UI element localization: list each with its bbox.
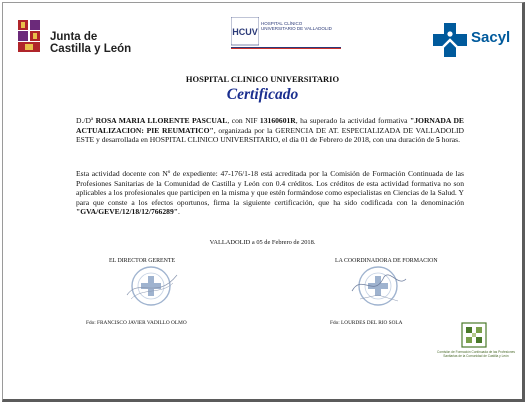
p1-text-d: , organizada por la GERENCIA DE AT. ESPECIALIZADA DE VALLADOLID ESTE y desarrollada en HOSPITAL CLINICO UNIVERSITARIO, el día 01 de Febrero de 2018, con una duración de bbox=[76, 125, 464, 145]
director-title: EL DIRECTOR GERENTE bbox=[109, 258, 176, 264]
certificate-page bbox=[2, 2, 525, 402]
p2-text-a: Esta actividad docente con Nº de expediente: 47-176/1-18 está acreditada por la Comisión de Formación Continuada de las Profesiones Sanitarias de la Comunidad de Castilla y León con 0.4 créditos. Los créditos de esta actividad formativa no son aplicables a los profesionales que participen en la misma y que estén formándose como especialistas en Ciencias de la Salud. Y para que conste a los efectos oportunos, firma la siguiente certificación, que ha sido codificada con la denominación bbox=[76, 169, 464, 207]
certificate-paragraph-2 bbox=[76, 169, 464, 217]
hcuv-text bbox=[261, 21, 332, 31]
recipient-name: ROSA MARIA LLORENTE PASCUAL bbox=[95, 116, 228, 125]
certification-code: "GVA/GEVE/12/18/12/766289" bbox=[76, 207, 178, 217]
certificate-paragraph-1 bbox=[76, 116, 464, 145]
hcuv-line-1: HOSPITAL CLÍNICO bbox=[261, 21, 303, 26]
sacyl-logo bbox=[431, 21, 523, 61]
junta-shield-icon bbox=[17, 19, 41, 53]
junta-text bbox=[50, 31, 131, 55]
place-date: VALLADOLID a 05 de Febrero de 2018. bbox=[209, 239, 316, 246]
p1-text-a: D./Dª bbox=[76, 116, 96, 125]
coordinator-name: Fdo: LOURDES DEL RIO SOLA bbox=[330, 320, 403, 326]
sacyl-text: Sacyl bbox=[471, 29, 511, 46]
sacyl-cross-icon bbox=[431, 21, 469, 59]
commission-logo-icon bbox=[459, 321, 489, 349]
certificate-title: Certificado bbox=[226, 86, 299, 103]
p1-text-b: , con NIF bbox=[227, 116, 260, 125]
junta-line-2: Castilla y León bbox=[50, 43, 132, 55]
coordinator-title: LA COORDINADORA DE FORMACION bbox=[335, 258, 438, 264]
hcuv-line-2: UNIVERSITARIO DE VALLADOLID bbox=[261, 26, 332, 31]
commission-text: Comisión de Formación Continuada de las Profesiones Sanitarias de la Comunidad de Castilla y León bbox=[437, 350, 515, 358]
hcuv-underline bbox=[231, 47, 341, 49]
director-name: Fdo: FRANCISCO JAVIER VADILLO OLMO bbox=[86, 320, 187, 326]
hcuv-mark-icon bbox=[231, 17, 259, 47]
activity-name: "JORNADA DE ACTUALIZACION: PIE REUMATICO" bbox=[76, 116, 464, 135]
activity-hours: 5 bbox=[435, 135, 440, 145]
hcuv-mark-text: HCUV bbox=[232, 27, 258, 37]
p1-text-e: horas. bbox=[439, 135, 461, 145]
director-stamp-icon bbox=[121, 265, 181, 307]
p2-text-b: . bbox=[177, 207, 180, 217]
p1-text-c: , ha superado la actividad formativa bbox=[295, 116, 411, 125]
junta-line-1: Junta de bbox=[50, 31, 98, 43]
junta-logo bbox=[17, 17, 132, 63]
coordinator-stamp-icon bbox=[348, 265, 408, 307]
recipient-nif: 13160601R bbox=[259, 116, 296, 125]
hcuv-logo bbox=[231, 17, 343, 51]
hospital-heading: HOSPITAL CLINICO UNIVERSITARIO bbox=[185, 74, 340, 84]
